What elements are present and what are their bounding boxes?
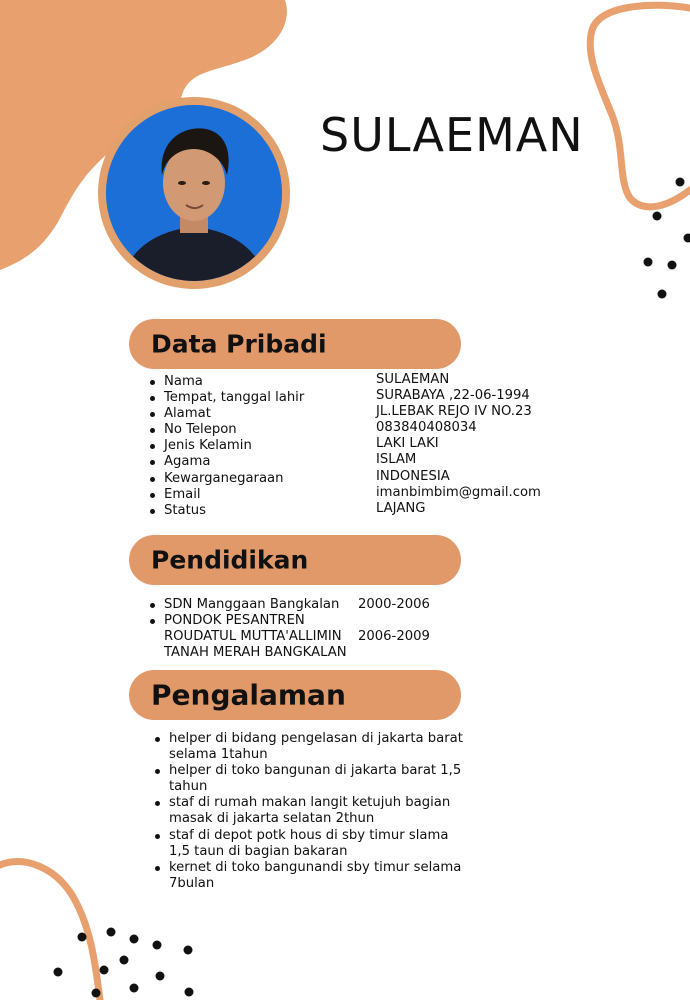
education-school-line: TANAH MERAH BANGKALAN [164, 645, 347, 661]
label-status: Status [150, 503, 304, 519]
education-year: 2000-2006 [358, 597, 430, 612]
value-status: LAJANG [376, 500, 426, 516]
experience-item: helper di bidang pengelasan di jakarta barat selama 1tahun [155, 731, 470, 763]
value-tempat-tanggal-lahir: SURABAYA ,22-06-1994 [376, 388, 530, 404]
value-agama: ISLAM [376, 452, 417, 468]
top-right-curve-line [590, 5, 690, 207]
bottom-left-curve-line [0, 862, 100, 1000]
personal-data-labels [150, 374, 304, 519]
section-header-data-pribadi [129, 319, 461, 369]
education-item [150, 613, 470, 661]
label-email: Email [150, 487, 304, 503]
candidate-name: SULAEMAN [320, 108, 584, 162]
personal-data-values [376, 372, 541, 517]
value-email: imanbimbim@gmail.com [376, 484, 541, 500]
section-title-pengalaman: Pengalaman [151, 678, 346, 712]
experience-list [155, 731, 470, 892]
value-jenis-kelamin: LAKI LAKI [376, 436, 439, 452]
education-list [150, 597, 470, 661]
label-alamat: Alamat [150, 406, 304, 422]
value-no-telepon: 083840408034 [376, 420, 477, 436]
label-jenis-kelamin: Jenis Kelamin [150, 438, 304, 454]
education-school-line: PONDOK PESANTREN [164, 613, 305, 629]
education-year: 2006-2009 [358, 629, 430, 645]
section-title-pendidikan: Pendidikan [151, 545, 309, 575]
value-kewarganegaraan: INDONESIA [376, 468, 450, 484]
education-school-line: ROUDATUL MUTTA'ALLIMIN [164, 629, 342, 645]
label-kewarganegaraan: Kewarganegaraan [150, 471, 304, 487]
section-title-data-pribadi: Data Pribadi [151, 329, 327, 359]
label-nama: Nama [150, 374, 304, 390]
label-tempat-tanggal-lahir: Tempat, tanggal lahir [150, 390, 304, 406]
value-alamat: JL.LEBAK REJO IV NO.23 [376, 404, 532, 420]
experience-item: staf di depot potk hous di sby timur slama 1,5 taun di bagian bakaran [155, 828, 470, 860]
education-item [150, 597, 470, 613]
experience-item: kernet di toko bangunandi sby timur selama 7bulan [155, 860, 470, 892]
section-header-pengalaman [129, 670, 461, 720]
section-header-pendidikan [129, 535, 461, 585]
experience-item: staf di rumah makan langit ketujuh bagian masak di jakarta selatan 2thun [155, 795, 470, 827]
profile-photo [106, 105, 282, 281]
label-agama: Agama [150, 454, 304, 470]
education-school: SDN Manggaan Bangkalan [164, 597, 340, 612]
label-no-telepon: No Telepon [150, 422, 304, 438]
bottom-left-dots [54, 928, 194, 998]
experience-item: helper di toko bangunan di jakarta barat 1,5 tahun [155, 763, 470, 795]
value-nama: SULAEMAN [376, 372, 450, 387]
